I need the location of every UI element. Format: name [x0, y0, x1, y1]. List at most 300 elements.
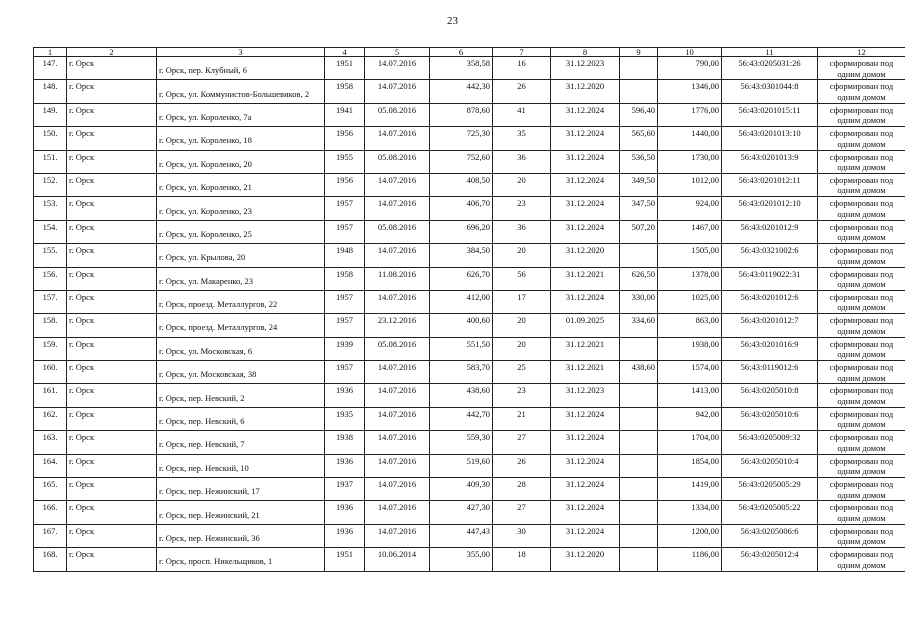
land-area-cell: 1334,00 — [658, 501, 722, 524]
row-number: 160. — [34, 361, 67, 384]
address-cell: г. Орск, пер. Нежинский, 17 — [157, 478, 325, 501]
row-number: 157. — [34, 290, 67, 313]
cadastral-number-cell: 56:43:0119012:6 — [722, 361, 818, 384]
land-area-cell: 1505,00 — [658, 244, 722, 267]
deadline-cell: 01.09.2025 — [551, 314, 620, 337]
status-cell: сформирован под одним домом — [818, 407, 905, 430]
city-cell: г. Орск — [67, 501, 157, 524]
table-row — [34, 361, 905, 384]
area-cell: 427,30 — [430, 501, 493, 524]
area-cell: 752,60 — [430, 150, 493, 173]
address-cell: г. Орск, ул. Макаренко, 23 — [157, 267, 325, 290]
column-header-5: 5 — [365, 48, 430, 57]
city-cell: г. Орск — [67, 407, 157, 430]
year-cell: 1958 — [325, 80, 365, 103]
area-residential-cell — [620, 384, 658, 407]
city-cell: г. Орск — [67, 524, 157, 547]
cadastral-number-cell: 56:43:0201013:10 — [722, 127, 818, 150]
deadline-cell: 31.12.2021 — [551, 361, 620, 384]
cadastral-number-cell: 56:43:0205006:6 — [722, 524, 818, 547]
deadline-cell: 31.12.2024 — [551, 150, 620, 173]
address-cell: г. Орск, проезд. Металлургов, 22 — [157, 290, 325, 313]
cadastral-number-cell: 56:43:0205005:29 — [722, 478, 818, 501]
count-cell: 23 — [493, 197, 551, 220]
status-cell: сформирован под одним домом — [818, 173, 905, 196]
area-cell: 408,50 — [430, 173, 493, 196]
area-cell: 384,50 — [430, 244, 493, 267]
column-header-12: 12 — [818, 48, 905, 57]
area-residential-cell: 536,50 — [620, 150, 658, 173]
area-cell: 406,70 — [430, 197, 493, 220]
deadline-cell: 31.12.2024 — [551, 454, 620, 477]
deadline-cell: 31.12.2024 — [551, 290, 620, 313]
cadastral-number-cell: 56:43:0201013:9 — [722, 150, 818, 173]
area-cell: 878,60 — [430, 103, 493, 126]
area-cell: 355,00 — [430, 548, 493, 571]
year-cell: 1936 — [325, 524, 365, 547]
year-cell: 1951 — [325, 548, 365, 571]
address-cell: г. Орск, ул. Коммунистов-Большевиков, 2 — [157, 80, 325, 103]
area-cell: 409,30 — [430, 478, 493, 501]
land-area-cell: 924,00 — [658, 197, 722, 220]
area-residential-cell — [620, 57, 658, 80]
cadastral-number-cell: 56:43:0119022:31 — [722, 267, 818, 290]
city-cell: г. Орск — [67, 314, 157, 337]
deadline-cell: 31.12.2024 — [551, 173, 620, 196]
year-cell: 1937 — [325, 478, 365, 501]
table-row — [34, 57, 905, 80]
city-cell: г. Орск — [67, 80, 157, 103]
deadline-cell: 31.12.2024 — [551, 501, 620, 524]
city-cell: г. Орск — [67, 454, 157, 477]
city-cell: г. Орск — [67, 337, 157, 360]
address-cell: г. Орск, пер. Невский, 7 — [157, 431, 325, 454]
count-cell: 27 — [493, 501, 551, 524]
row-number: 161. — [34, 384, 67, 407]
area-residential-cell: 330,00 — [620, 290, 658, 313]
land-area-cell: 863,00 — [658, 314, 722, 337]
table-row — [34, 244, 905, 267]
land-area-cell: 1938,00 — [658, 337, 722, 360]
table-row — [34, 127, 905, 150]
count-cell: 20 — [493, 244, 551, 267]
city-cell: г. Орск — [67, 173, 157, 196]
deadline-cell: 31.12.2024 — [551, 407, 620, 430]
year-cell: 1957 — [325, 361, 365, 384]
count-cell: 25 — [493, 361, 551, 384]
area-cell: 442,70 — [430, 407, 493, 430]
count-cell: 36 — [493, 220, 551, 243]
cadastral-number-cell: 56:43:0201012:7 — [722, 314, 818, 337]
land-area-cell: 1346,00 — [658, 80, 722, 103]
land-area-cell: 1378,00 — [658, 267, 722, 290]
status-cell: сформирован под одним домом — [818, 197, 905, 220]
address-cell: г. Орск, пер. Невский, 6 — [157, 407, 325, 430]
date-cell: 14.07.2016 — [365, 384, 430, 407]
area-cell: 438,60 — [430, 384, 493, 407]
land-area-cell: 942,00 — [658, 407, 722, 430]
status-cell: сформирован под одним домом — [818, 103, 905, 126]
address-cell: г. Орск, пер. Клубный, 6 — [157, 57, 325, 80]
date-cell: 14.07.2016 — [365, 244, 430, 267]
address-cell: г. Орск, ул. Короленко, 21 — [157, 173, 325, 196]
column-header-6: 6 — [430, 48, 493, 57]
address-cell: г. Орск, пер. Нежинский, 21 — [157, 501, 325, 524]
status-cell: сформирован под одним домом — [818, 57, 905, 80]
status-cell: сформирован под одним домом — [818, 290, 905, 313]
year-cell: 1958 — [325, 267, 365, 290]
land-area-cell: 1730,00 — [658, 150, 722, 173]
address-cell: г. Орск, ул. Московская, 38 — [157, 361, 325, 384]
area-cell: 358,58 — [430, 57, 493, 80]
cadastral-number-cell: 56:43:0205009:32 — [722, 431, 818, 454]
row-number: 155. — [34, 244, 67, 267]
year-cell: 1948 — [325, 244, 365, 267]
city-cell: г. Орск — [67, 431, 157, 454]
deadline-cell: 31.12.2024 — [551, 478, 620, 501]
column-header-11: 11 — [722, 48, 818, 57]
area-residential-cell: 349,50 — [620, 173, 658, 196]
date-cell: 14.07.2016 — [365, 524, 430, 547]
land-area-cell: 1413,00 — [658, 384, 722, 407]
count-cell: 30 — [493, 524, 551, 547]
area-residential-cell — [620, 431, 658, 454]
area-cell: 559,30 — [430, 431, 493, 454]
cadastral-number-cell: 56:43:0205031:26 — [722, 57, 818, 80]
status-cell: сформирован под одним домом — [818, 127, 905, 150]
area-cell: 696,20 — [430, 220, 493, 243]
year-cell: 1957 — [325, 197, 365, 220]
address-cell: г. Орск, пер. Нежинский, 36 — [157, 524, 325, 547]
status-cell: сформирован под одним домом — [818, 524, 905, 547]
deadline-cell: 31.12.2024 — [551, 103, 620, 126]
count-cell: 36 — [493, 150, 551, 173]
land-area-cell: 1419,00 — [658, 478, 722, 501]
city-cell: г. Орск — [67, 244, 157, 267]
date-cell: 11.08.2016 — [365, 267, 430, 290]
count-cell: 20 — [493, 173, 551, 196]
date-cell: 14.07.2016 — [365, 501, 430, 524]
cadastral-number-cell: 56:43:0201012:6 — [722, 290, 818, 313]
city-cell: г. Орск — [67, 103, 157, 126]
deadline-cell: 31.12.2020 — [551, 80, 620, 103]
address-cell: г. Орск, ул. Короленко, 20 — [157, 150, 325, 173]
area-residential-cell: 626,50 — [620, 267, 658, 290]
address-cell: г. Орск, ул. Короленко, 23 — [157, 197, 325, 220]
column-header-3: 3 — [157, 48, 325, 57]
area-cell: 519,60 — [430, 454, 493, 477]
row-number: 167. — [34, 524, 67, 547]
deadline-cell: 31.12.2023 — [551, 57, 620, 80]
date-cell: 05.08.2016 — [365, 103, 430, 126]
table-row — [34, 524, 905, 547]
area-residential-cell — [620, 524, 658, 547]
status-cell: сформирован под одним домом — [818, 548, 905, 571]
date-cell: 14.07.2016 — [365, 407, 430, 430]
property-table — [33, 47, 905, 572]
date-cell: 14.07.2016 — [365, 361, 430, 384]
area-residential-cell — [620, 337, 658, 360]
date-cell: 14.07.2016 — [365, 478, 430, 501]
status-cell: сформирован под одним домом — [818, 314, 905, 337]
area-residential-cell — [620, 454, 658, 477]
column-header-10: 10 — [658, 48, 722, 57]
table-body — [34, 57, 905, 572]
land-area-cell: 1776,00 — [658, 103, 722, 126]
column-header-7: 7 — [493, 48, 551, 57]
status-cell: сформирован под одним домом — [818, 478, 905, 501]
table-row — [34, 173, 905, 196]
table-row — [34, 290, 905, 313]
status-cell: сформирован под одним домом — [818, 454, 905, 477]
deadline-cell: 31.12.2024 — [551, 197, 620, 220]
table-row — [34, 103, 905, 126]
cadastral-number-cell: 56:43:0201012:11 — [722, 173, 818, 196]
table-row — [34, 220, 905, 243]
city-cell: г. Орск — [67, 361, 157, 384]
land-area-cell: 1440,00 — [658, 127, 722, 150]
year-cell: 1956 — [325, 173, 365, 196]
status-cell: сформирован под одним домом — [818, 150, 905, 173]
row-number: 149. — [34, 103, 67, 126]
deadline-cell: 31.12.2021 — [551, 337, 620, 360]
year-cell: 1938 — [325, 431, 365, 454]
row-number: 165. — [34, 478, 67, 501]
city-cell: г. Орск — [67, 267, 157, 290]
count-cell: 20 — [493, 314, 551, 337]
year-cell: 1957 — [325, 220, 365, 243]
count-cell: 17 — [493, 290, 551, 313]
status-cell: сформирован под одним домом — [818, 244, 905, 267]
cadastral-number-cell: 56:43:0205012:4 — [722, 548, 818, 571]
count-cell: 26 — [493, 80, 551, 103]
page-number: 23 — [447, 15, 458, 27]
status-cell: сформирован под одним домом — [818, 501, 905, 524]
land-area-cell: 1467,00 — [658, 220, 722, 243]
area-residential-cell — [620, 501, 658, 524]
area-residential-cell — [620, 548, 658, 571]
header-row — [34, 48, 905, 57]
status-cell: сформирован под одним домом — [818, 361, 905, 384]
year-cell: 1955 — [325, 150, 365, 173]
status-cell: сформирован под одним домом — [818, 220, 905, 243]
city-cell: г. Орск — [67, 127, 157, 150]
deadline-cell: 31.12.2024 — [551, 524, 620, 547]
year-cell: 1935 — [325, 407, 365, 430]
city-cell: г. Орск — [67, 384, 157, 407]
count-cell: 20 — [493, 337, 551, 360]
address-cell: г. Орск, ул. Короленко, 18 — [157, 127, 325, 150]
cadastral-number-cell: 56:43:0201012:9 — [722, 220, 818, 243]
row-number: 156. — [34, 267, 67, 290]
table-row — [34, 501, 905, 524]
row-number: 148. — [34, 80, 67, 103]
cadastral-number-cell: 56:43:0201012:10 — [722, 197, 818, 220]
land-area-cell: 1012,00 — [658, 173, 722, 196]
address-cell: г. Орск, пер. Невский, 2 — [157, 384, 325, 407]
status-cell: сформирован под одним домом — [818, 80, 905, 103]
area-residential-cell: 565,60 — [620, 127, 658, 150]
count-cell: 35 — [493, 127, 551, 150]
area-residential-cell — [620, 478, 658, 501]
year-cell: 1936 — [325, 384, 365, 407]
area-cell: 442,30 — [430, 80, 493, 103]
deadline-cell: 31.12.2020 — [551, 548, 620, 571]
status-cell: сформирован под одним домом — [818, 267, 905, 290]
row-number: 168. — [34, 548, 67, 571]
area-cell: 400,60 — [430, 314, 493, 337]
column-header-1: 1 — [34, 48, 67, 57]
status-cell: сформирован под одним домом — [818, 337, 905, 360]
date-cell: 14.07.2016 — [365, 290, 430, 313]
status-cell: сформирован под одним домом — [818, 384, 905, 407]
row-number: 162. — [34, 407, 67, 430]
address-cell: г. Орск, просп. Никельщиков, 1 — [157, 548, 325, 571]
year-cell: 1951 — [325, 57, 365, 80]
date-cell: 14.07.2016 — [365, 57, 430, 80]
row-number: 152. — [34, 173, 67, 196]
area-residential-cell — [620, 244, 658, 267]
area-cell: 447,43 — [430, 524, 493, 547]
count-cell: 23 — [493, 384, 551, 407]
land-area-cell: 1574,00 — [658, 361, 722, 384]
cadastral-number-cell: 56:43:0201015:11 — [722, 103, 818, 126]
cadastral-number-cell: 56:43:0205010:8 — [722, 384, 818, 407]
row-number: 158. — [34, 314, 67, 337]
table-row — [34, 407, 905, 430]
area-residential-cell: 438,60 — [620, 361, 658, 384]
deadline-cell: 31.12.2021 — [551, 267, 620, 290]
row-number: 166. — [34, 501, 67, 524]
deadline-cell: 31.12.2024 — [551, 220, 620, 243]
row-number: 159. — [34, 337, 67, 360]
city-cell: г. Орск — [67, 197, 157, 220]
city-cell: г. Орск — [67, 290, 157, 313]
row-number: 163. — [34, 431, 67, 454]
table-row — [34, 454, 905, 477]
column-header-8: 8 — [551, 48, 620, 57]
count-cell: 41 — [493, 103, 551, 126]
date-cell: 14.07.2016 — [365, 431, 430, 454]
year-cell: 1956 — [325, 127, 365, 150]
date-cell: 14.07.2016 — [365, 80, 430, 103]
table-row — [34, 478, 905, 501]
cadastral-number-cell: 56:43:0301044:8 — [722, 80, 818, 103]
date-cell: 05.08.2016 — [365, 220, 430, 243]
status-cell: сформирован под одним домом — [818, 431, 905, 454]
address-cell: г. Орск, проезд. Металлургов, 24 — [157, 314, 325, 337]
cadastral-number-cell: 56:43:0201016:9 — [722, 337, 818, 360]
date-cell: 05.08.2016 — [365, 337, 430, 360]
year-cell: 1957 — [325, 314, 365, 337]
table-row — [34, 267, 905, 290]
table-row — [34, 314, 905, 337]
year-cell: 1939 — [325, 337, 365, 360]
year-cell: 1936 — [325, 454, 365, 477]
table-row — [34, 431, 905, 454]
area-cell: 412,00 — [430, 290, 493, 313]
area-cell: 725,30 — [430, 127, 493, 150]
address-cell: г. Орск, ул. Крылова, 20 — [157, 244, 325, 267]
area-residential-cell: 596,40 — [620, 103, 658, 126]
date-cell: 23.12.2016 — [365, 314, 430, 337]
area-residential-cell — [620, 80, 658, 103]
row-number: 151. — [34, 150, 67, 173]
deadline-cell: 31.12.2024 — [551, 127, 620, 150]
year-cell: 1936 — [325, 501, 365, 524]
city-cell: г. Орск — [67, 57, 157, 80]
table-row — [34, 150, 905, 173]
date-cell: 14.07.2016 — [365, 197, 430, 220]
address-cell: г. Орск, ул. Короленко, 7а — [157, 103, 325, 126]
address-cell: г. Орск, пер. Невский, 10 — [157, 454, 325, 477]
city-cell: г. Орск — [67, 548, 157, 571]
area-cell: 551,50 — [430, 337, 493, 360]
area-residential-cell: 507,20 — [620, 220, 658, 243]
date-cell: 05.08.2016 — [365, 150, 430, 173]
land-area-cell: 1025,00 — [658, 290, 722, 313]
date-cell: 14.07.2016 — [365, 173, 430, 196]
table-row — [34, 337, 905, 360]
area-cell: 583,70 — [430, 361, 493, 384]
column-header-2: 2 — [67, 48, 157, 57]
table-row — [34, 548, 905, 571]
count-cell: 26 — [493, 454, 551, 477]
year-cell: 1957 — [325, 290, 365, 313]
count-cell: 16 — [493, 57, 551, 80]
row-number: 147. — [34, 57, 67, 80]
cadastral-number-cell: 56:43:0321002:6 — [722, 244, 818, 267]
count-cell: 56 — [493, 267, 551, 290]
count-cell: 28 — [493, 478, 551, 501]
area-cell: 626,70 — [430, 267, 493, 290]
land-area-cell: 790,00 — [658, 57, 722, 80]
city-cell: г. Орск — [67, 150, 157, 173]
land-area-cell: 1186,00 — [658, 548, 722, 571]
area-residential-cell — [620, 407, 658, 430]
cadastral-number-cell: 56:43:0205010:6 — [722, 407, 818, 430]
row-number: 164. — [34, 454, 67, 477]
area-residential-cell: 347,50 — [620, 197, 658, 220]
table-row — [34, 80, 905, 103]
date-cell: 14.07.2016 — [365, 127, 430, 150]
deadline-cell: 31.12.2023 — [551, 384, 620, 407]
table-row — [34, 197, 905, 220]
deadline-cell: 31.12.2024 — [551, 431, 620, 454]
land-area-cell: 1704,00 — [658, 431, 722, 454]
year-cell: 1941 — [325, 103, 365, 126]
count-cell: 27 — [493, 431, 551, 454]
cadastral-number-cell: 56:43:0205005:22 — [722, 501, 818, 524]
row-number: 150. — [34, 127, 67, 150]
cadastral-number-cell: 56:43:0205010:4 — [722, 454, 818, 477]
address-cell: г. Орск, ул. Короленко, 25 — [157, 220, 325, 243]
table-row — [34, 384, 905, 407]
count-cell: 18 — [493, 548, 551, 571]
land-area-cell: 1200,00 — [658, 524, 722, 547]
row-number: 154. — [34, 220, 67, 243]
deadline-cell: 31.12.2020 — [551, 244, 620, 267]
column-header-4: 4 — [325, 48, 365, 57]
count-cell: 21 — [493, 407, 551, 430]
date-cell: 10.06.2014 — [365, 548, 430, 571]
city-cell: г. Орск — [67, 220, 157, 243]
address-cell: г. Орск, ул. Московская, 6 — [157, 337, 325, 360]
row-number: 153. — [34, 197, 67, 220]
land-area-cell: 1854,00 — [658, 454, 722, 477]
area-residential-cell: 334,60 — [620, 314, 658, 337]
city-cell: г. Орск — [67, 478, 157, 501]
